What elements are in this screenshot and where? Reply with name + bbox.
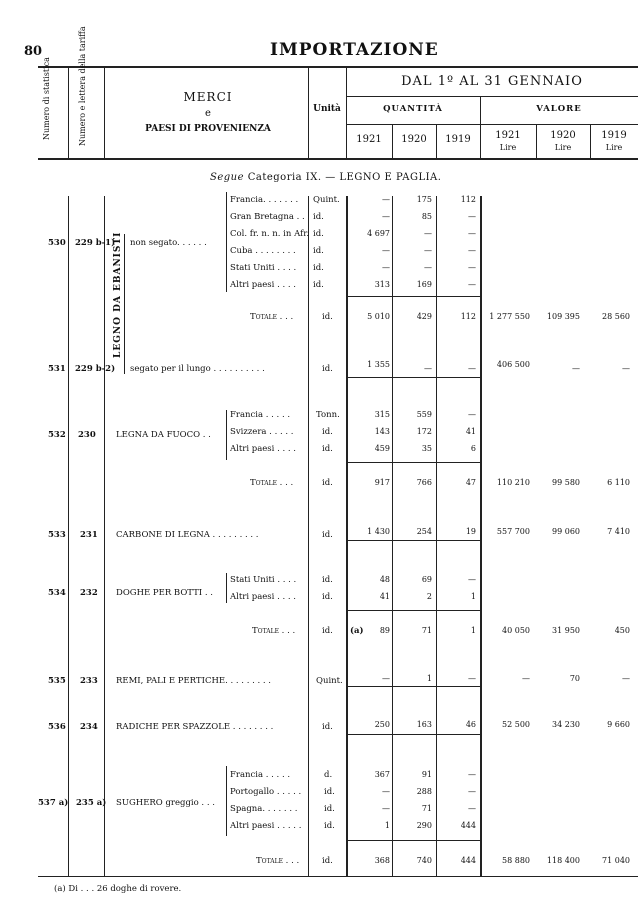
- valore-label: VALORE: [536, 104, 582, 114]
- country: Stati Uniti . . . .: [230, 575, 297, 585]
- segue-label: Segue: [210, 172, 245, 183]
- total-value-1920: 99 580: [552, 478, 580, 487]
- unit: id.: [313, 212, 324, 222]
- value-1920: 70: [569, 674, 580, 683]
- qty-1919: —: [468, 212, 476, 221]
- subtotal-rule: [346, 840, 480, 841]
- total-qty-1920: 740: [416, 856, 432, 865]
- note-ref: (a): [350, 626, 364, 636]
- qty-1921: —: [382, 674, 390, 683]
- bracket: [226, 410, 227, 460]
- qty-1919: —: [468, 804, 476, 813]
- qty-1919: —: [468, 246, 476, 255]
- qty-1920: 2: [426, 592, 432, 601]
- qty-1920: 169: [416, 280, 432, 289]
- qty-1920: 85: [421, 212, 432, 221]
- total-qty-1920: 766: [416, 478, 432, 487]
- qty-1920: 71: [421, 804, 432, 813]
- unit: id.: [324, 787, 335, 797]
- tariff-number: 229 b-1): [75, 238, 116, 248]
- total-label: Totale . . .: [252, 626, 296, 636]
- qty-1919: —: [468, 263, 476, 272]
- subtotal-rule: [346, 462, 480, 463]
- qty-1919: 444: [460, 821, 476, 830]
- bracket: [226, 573, 227, 603]
- column-line: [104, 196, 105, 876]
- qty-1921: 143: [374, 427, 390, 436]
- ebanisti-label: LEGNO DA EBANISTI: [113, 231, 123, 358]
- qty-1920: 254: [416, 527, 432, 536]
- total-label: Totale . . .: [256, 856, 300, 866]
- unit: id.: [322, 478, 333, 488]
- total-value-1920: 109 395: [546, 312, 580, 321]
- total-label: Totale . . .: [250, 312, 294, 322]
- country: Altri paesi . . . .: [230, 280, 296, 290]
- total-qty-1921: 368: [374, 856, 390, 865]
- value-1920: 34 230: [552, 720, 580, 729]
- unit: Tonn.: [316, 410, 340, 420]
- stat-number: 532: [48, 430, 66, 440]
- item-name: non segato. . . . . .: [130, 238, 207, 248]
- divider: [68, 66, 69, 160]
- unit: id.: [322, 427, 333, 437]
- unit: id.: [313, 229, 324, 239]
- qty-1920: 35: [421, 444, 432, 453]
- divider: [104, 66, 105, 160]
- value-1921: —: [522, 674, 530, 683]
- qty-1921: —: [382, 804, 390, 813]
- stat-number: 533: [48, 530, 66, 540]
- stat-number: 536: [48, 722, 66, 732]
- total-qty-1921: 89: [379, 626, 390, 635]
- unit: id.: [322, 444, 333, 454]
- qty-1919: —: [468, 364, 476, 373]
- tariff-number: 229 b-2): [75, 364, 116, 374]
- value-year-1920: 1920: [550, 130, 576, 141]
- qty-1920: 172: [416, 427, 432, 436]
- total-value-1919: 28 560: [602, 312, 630, 321]
- country: Col. fr. n. n. in Afr.: [230, 229, 310, 239]
- unit: Quint.: [316, 676, 343, 686]
- unit: id.: [313, 263, 324, 273]
- qty-1921: —: [382, 246, 390, 255]
- qty-1919: —: [468, 280, 476, 289]
- year-1921: 1921: [356, 134, 382, 145]
- qty-1919: 112: [460, 195, 476, 204]
- unit: id.: [322, 530, 333, 540]
- item-name: RADICHE PER SPAZZOLE . . . . . . . .: [116, 722, 274, 732]
- country: Altri paesi . . . . .: [230, 821, 302, 831]
- country: Altri paesi . . . .: [230, 592, 296, 602]
- qty-1921: 4 697: [367, 229, 390, 238]
- unit: id.: [313, 246, 324, 256]
- quantita-label: QUANTITÀ: [383, 104, 443, 114]
- unit: id.: [322, 722, 333, 732]
- e-label: e: [205, 108, 211, 119]
- unit: id.: [322, 575, 333, 585]
- item-name: CARBONE DI LEGNA . . . . . . . . .: [116, 530, 259, 540]
- country: Svizzera . . . . .: [230, 427, 294, 437]
- total-label: Totale . . .: [250, 478, 294, 488]
- unit: id.: [324, 821, 335, 831]
- country: Francia . . . . .: [230, 770, 291, 780]
- unit: id.: [322, 856, 333, 866]
- paesi-label: PAESI DI PROVENIENZA: [145, 124, 271, 134]
- qty-1919: —: [468, 410, 476, 419]
- total-value-1919: 450: [614, 626, 630, 635]
- total-value-1919: 71 040: [602, 856, 630, 865]
- qty-1921: —: [382, 195, 390, 204]
- tariff-number: 234: [80, 722, 98, 732]
- column-line: [68, 196, 69, 876]
- qty-1921: —: [382, 212, 390, 221]
- qty-1921: 459: [374, 444, 390, 453]
- country: Gran Bretagna . .: [230, 212, 305, 222]
- bracket: [226, 192, 227, 292]
- col-numero-label: Numero di statistica: [42, 57, 51, 140]
- value-1919: —: [622, 674, 630, 683]
- unita-label: Unità: [313, 104, 341, 114]
- total-value-1919: 6 110: [607, 478, 630, 487]
- unit: id.: [322, 364, 333, 374]
- country: Francia. . . . . . .: [230, 195, 299, 205]
- unit: Quint.: [313, 195, 340, 205]
- page-title: IMPORTAZIONE: [270, 40, 439, 60]
- qty-1919: —: [468, 229, 476, 238]
- value-1919: —: [622, 364, 630, 373]
- qty-1921: 48: [379, 575, 390, 584]
- value-1920: —: [572, 364, 580, 373]
- item-name: segato per il lungo . . . . . . . . . .: [130, 364, 265, 374]
- qty-1920: 290: [416, 821, 432, 830]
- qty-1920: 69: [421, 575, 432, 584]
- value-1921: 557 700: [496, 527, 530, 536]
- item-name: DOGHE PER BOTTI . .: [116, 588, 213, 598]
- lire-label: Lire: [554, 143, 572, 152]
- country: Francia . . . . .: [230, 410, 291, 420]
- qty-1919: —: [468, 787, 476, 796]
- qty-1921: 1 430: [367, 527, 390, 536]
- value-1920: 99 060: [552, 527, 580, 536]
- rule: [346, 377, 480, 378]
- unit: id.: [324, 804, 335, 814]
- qty-1920: 175: [416, 195, 432, 204]
- country: Stati Uniti . . . .: [230, 263, 297, 273]
- qty-1921: 315: [374, 410, 390, 419]
- qty-1921: 250: [374, 720, 390, 729]
- value-1919: 7 410: [607, 527, 630, 536]
- lire-label: Lire: [605, 143, 623, 152]
- qty-1920: 91: [421, 770, 432, 779]
- value-year-1921: 1921: [495, 130, 521, 141]
- page-number: 80: [24, 44, 43, 59]
- stat-number: 531: [48, 364, 66, 374]
- total-value-1921: 40 050: [502, 626, 530, 635]
- qty-1919: —: [468, 770, 476, 779]
- qty-1921: 313: [374, 280, 390, 289]
- stat-number: 530: [48, 238, 66, 248]
- qty-1921: —: [382, 787, 390, 796]
- total-value-1921: 1 277 550: [489, 312, 530, 321]
- rule: [346, 540, 480, 541]
- qty-1920: —: [424, 263, 432, 272]
- header-bottom-rule: [38, 158, 638, 160]
- category-heading: [210, 172, 441, 183]
- qty-1919: 19: [465, 527, 476, 536]
- subtotal-rule: [346, 610, 480, 611]
- column-line: [480, 196, 482, 876]
- header-top-rule: [38, 66, 638, 68]
- qty-1920: —: [424, 364, 432, 373]
- subtotal-rule: [346, 296, 480, 297]
- merci-label: MERCI: [183, 90, 233, 104]
- rule: [346, 686, 480, 687]
- footer-rule: [38, 876, 638, 877]
- tariff-number: 235 a): [76, 798, 107, 808]
- year-1920: 1920: [401, 134, 427, 145]
- category-label: Categoria IX. — LEGNO E PAGLIA.: [247, 172, 442, 183]
- tariff-number: 232: [80, 588, 98, 598]
- qty-1919: 46: [465, 720, 476, 729]
- lire-label: Lire: [499, 143, 517, 152]
- total-qty-1921: 917: [374, 478, 390, 487]
- country: Altri paesi . . . .: [230, 444, 296, 454]
- total-qty-1919: 112: [460, 312, 476, 321]
- tariff-number: 231: [80, 530, 98, 540]
- total-value-1920: 118 400: [546, 856, 580, 865]
- qty-1919: —: [468, 575, 476, 584]
- unit: d.: [324, 770, 333, 780]
- qty-1920: 288: [416, 787, 432, 796]
- total-value-1921: 58 880: [502, 856, 530, 865]
- qty-1921: 367: [374, 770, 390, 779]
- total-value-1920: 31 950: [552, 626, 580, 635]
- total-qty-1921: 5 010: [367, 312, 390, 321]
- tariff-number: 233: [80, 676, 98, 686]
- qty-1920: —: [424, 229, 432, 238]
- bracket: [226, 766, 227, 836]
- country: Portogallo . . . . .: [230, 787, 302, 797]
- bracket: [124, 234, 125, 374]
- divider: [346, 124, 638, 125]
- qty-1921: 41: [379, 592, 390, 601]
- country: Cuba . . . . . . . .: [230, 246, 296, 256]
- stat-number: 535: [48, 676, 66, 686]
- qty-1920: —: [424, 246, 432, 255]
- stat-number: 534: [48, 588, 66, 598]
- unit: id.: [322, 312, 333, 322]
- total-qty-1920: 429: [416, 312, 432, 321]
- year-1919: 1919: [445, 134, 471, 145]
- qty-1919: 1: [470, 592, 476, 601]
- unit: id.: [322, 626, 333, 636]
- qty-1921: 1 355: [367, 360, 390, 369]
- total-qty-1919: 444: [460, 856, 476, 865]
- qty-1921: —: [382, 263, 390, 272]
- total-qty-1919: 47: [465, 478, 476, 487]
- divider: [346, 96, 638, 97]
- tariff-number: 230: [78, 430, 96, 440]
- period-label: DAL 1º AL 31 GENNAIO: [401, 74, 583, 89]
- unit: id.: [313, 280, 324, 290]
- rule: [346, 734, 480, 735]
- column-line: [308, 196, 309, 876]
- qty-1921: 1: [384, 821, 390, 830]
- qty-1920: 559: [416, 410, 432, 419]
- footnote: (a) Di . . . 26 doghe di rovere.: [54, 884, 182, 894]
- total-value-1921: 110 210: [496, 478, 530, 487]
- col-lettere-label: Numero e lettera della tariffa: [78, 26, 87, 146]
- value-year-1919: 1919: [601, 130, 627, 141]
- value-1919: 9 660: [607, 720, 630, 729]
- qty-1919: 41: [465, 427, 476, 436]
- qty-1919: 6: [470, 444, 476, 453]
- total-qty-1919: 1: [470, 626, 476, 635]
- item-name: SUGHERO greggio . . .: [116, 798, 215, 808]
- item-name: REMI, PALI E PERTICHE. . . . . . . . .: [116, 676, 272, 686]
- country: Spagna. . . . . . .: [230, 804, 298, 814]
- value-1921: 52 500: [502, 720, 530, 729]
- qty-1919: —: [468, 674, 476, 683]
- qty-1920: 1: [426, 674, 432, 683]
- total-qty-1920: 71: [421, 626, 432, 635]
- item-name: LEGNA DA FUOCO . .: [116, 430, 211, 440]
- stat-number: 537 a): [38, 798, 69, 808]
- value-1921: 406 500: [496, 360, 530, 369]
- qty-1920: 163: [416, 720, 432, 729]
- unit: id.: [322, 592, 333, 602]
